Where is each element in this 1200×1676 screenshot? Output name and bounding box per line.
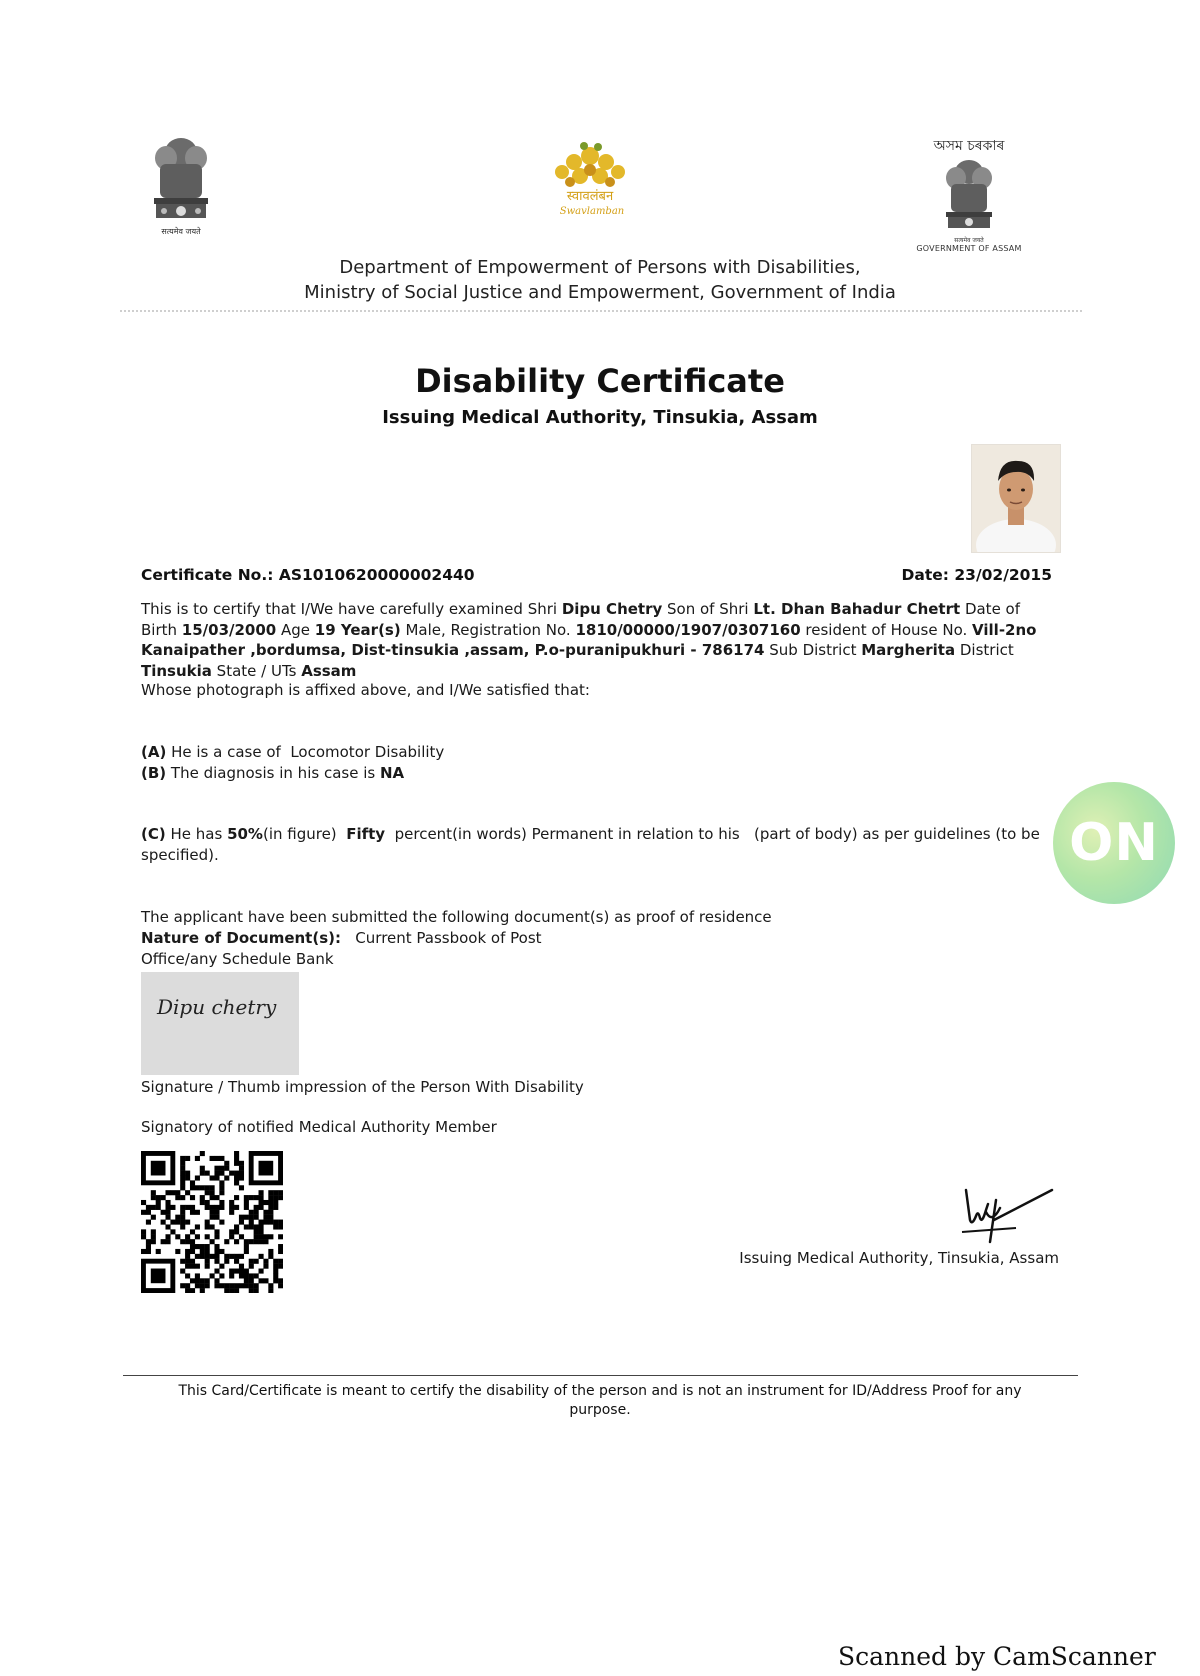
- certificate-number-label: Certificate No.:: [141, 566, 274, 584]
- header-divider: [120, 310, 1082, 312]
- para-text: resident of House No.: [800, 620, 973, 639]
- item-b-text: The diagnosis in his case is: [166, 764, 380, 782]
- age: 19 Year(s): [314, 620, 401, 639]
- signature-script: Dipu chetry: [157, 995, 277, 1019]
- emblem-motto: सत्यमेव जयते: [161, 227, 201, 236]
- certification-paragraph: [141, 599, 1059, 681]
- qr-code-icon: [141, 1151, 283, 1293]
- para-text: Son of Shri: [662, 600, 754, 618]
- certificate-title: Disability Certificate: [415, 362, 785, 400]
- national-emblem-left: [146, 134, 216, 237]
- on-badge[interactable]: ON: [1053, 782, 1175, 904]
- camscanner-watermark: Scanned by CamScanner: [838, 1642, 1156, 1671]
- sub-district: Margherita: [861, 641, 956, 659]
- date-of-birth: 15/03/2000: [181, 620, 277, 639]
- residence-proof-statement: The applicant have been submitted the following document(s) as proof of residence: [141, 908, 772, 926]
- para-text: State / UTs: [211, 661, 302, 680]
- certificate-number: [141, 566, 475, 584]
- para-text: Age: [276, 620, 315, 639]
- swavlamban-logo-icon: [540, 136, 640, 226]
- ashoka-lion-icon: [146, 134, 216, 226]
- item-b-label: (B): [141, 764, 167, 782]
- applicant-signature-box: [141, 972, 299, 1075]
- certificate-number-value: AS1010620000002440: [278, 566, 475, 584]
- diagnosis-value: NA: [379, 764, 405, 782]
- item-a: [141, 742, 444, 763]
- certificate-subtitle: Issuing Medical Authority, Tinsukia, Assam: [382, 407, 818, 428]
- applicant-photo: [971, 444, 1061, 553]
- item-c-text: He has: [165, 825, 228, 843]
- signature-caption: Signature / Thumb impression of the Person With Disability: [141, 1078, 584, 1096]
- nature-value: Current Passbook of Post: [341, 929, 542, 947]
- department-line-1: Department of Empowerment of Persons with Disabilities,: [339, 257, 861, 278]
- para-text: Male, Registration No.: [400, 620, 576, 639]
- assam-bengali-label: অসম চৰকাৰ: [933, 138, 1005, 154]
- item-c-text: (in figure): [262, 825, 347, 843]
- item-c: [141, 824, 1059, 865]
- footer-disclaimer: This Card/Certificate is meant to certify the disability of the person and is not an instrument for ID/Address Proof for any purpose.: [178, 1383, 1022, 1418]
- swavlamban-script: Swavlamban: [559, 206, 625, 217]
- issuing-authority: Issuing Medical Authority, Tinsukia, Assam: [739, 1249, 1059, 1267]
- item-c-label: (C): [141, 825, 166, 843]
- certificate-date: [902, 566, 1052, 584]
- disability-percent: 50%: [227, 825, 263, 843]
- para-text: This is to certify that I/We have carefully examined Shri: [141, 600, 562, 618]
- assam-emblem-caption: GOVERNMENT OF ASSAM: [916, 244, 1022, 253]
- para-text: Date of Birth: [141, 600, 1021, 639]
- swavlamban-logo: [540, 136, 640, 226]
- para-text: District: [955, 641, 1014, 659]
- qr-code: [141, 1151, 283, 1293]
- nature-of-document-continued: Office/any Schedule Bank: [141, 950, 334, 968]
- photo-affixed-statement: Whose photograph is affixed above, and I/We satisfied that:: [141, 681, 590, 699]
- certificate-date-value: 23/02/2015: [954, 566, 1052, 584]
- certificate-date-label: Date:: [901, 566, 949, 584]
- department-line-2: Ministry of Social Justice and Empowerment, Government of India: [304, 282, 896, 303]
- department-heading: [0, 255, 1200, 305]
- item-c-text: percent(in words) Permanent in relation to his (part of body) as per guidelines (to be specified).: [141, 825, 1045, 864]
- ashoka-lion-icon-right: [914, 158, 1024, 236]
- footer-divider: [123, 1375, 1078, 1376]
- applicant-signature: [141, 972, 299, 1075]
- registration-number: 1810/00000/1907/0307160: [575, 620, 801, 639]
- assam-emblem-right: [914, 134, 1024, 253]
- para-text: Sub District: [764, 641, 862, 659]
- address: Vill-2no Kanaipather ,bordumsa, Dist-tinsukia ,assam, P.o-puranipukhuri - 786174: [141, 620, 1037, 659]
- item-a-text: He is a case of Locomotor Disability: [166, 743, 445, 761]
- state: Assam: [301, 661, 357, 680]
- svg-text:स्वावलंबन: स्वावलंबन: [566, 189, 614, 204]
- item-a-label: (A): [141, 743, 167, 761]
- person-photo-icon: [972, 445, 1060, 552]
- officer-signature-icon: [956, 1180, 1056, 1245]
- nature-label: Nature of Document(s):: [141, 929, 341, 947]
- item-b: [141, 763, 404, 784]
- signatory-label: Signatory of notified Medical Authority Member: [141, 1118, 497, 1136]
- officer-signature: [956, 1180, 1056, 1249]
- disability-percent-words: Fifty: [346, 825, 386, 843]
- assam-emblem-motto: सत्यमेव जयते: [954, 237, 984, 244]
- district: Tinsukia: [141, 661, 212, 680]
- applicant-name: Dipu Chetry: [561, 600, 663, 618]
- nature-of-document: [141, 928, 542, 949]
- father-name: Lt. Dhan Bahadur Chetrt: [753, 600, 961, 618]
